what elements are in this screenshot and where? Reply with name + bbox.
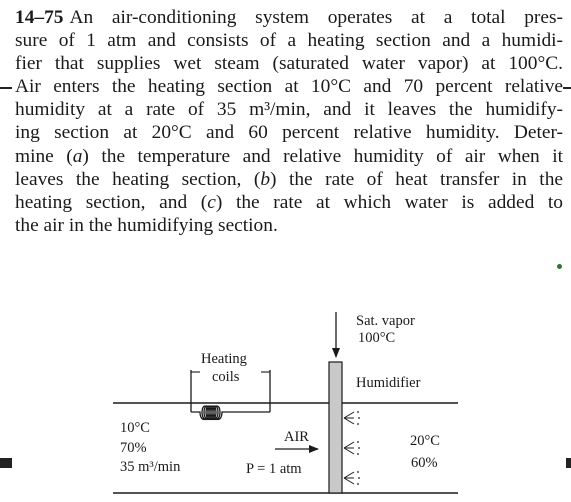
problem-number: 14–75 [15,7,64,28]
sat-temp-label: 100°C [358,330,396,346]
coils-label: coils [212,369,240,385]
problem-line-10: the air in the humidifying section. [15,214,278,236]
heating-coil [191,406,270,420]
problem-line-7: mine (a) the temperature and relative humidity of air when it [15,145,564,167]
problem-line-9: heating section, and (c) the rate at which water is added to [15,191,563,213]
inlet-flow-label: 35 m³/min [120,459,181,475]
humidifier-label: Humidifier [356,375,421,391]
pressure-label: P = 1 atm [246,461,302,477]
problem-line-5: humidity at a rate of 35 m³/min, and it leaves the humidify- [15,99,563,121]
problem-line-8: leaves the heating section, (b) the rate of heat transfer in the [15,168,563,190]
inlet-temp-label: 10°C [120,420,150,436]
inlet-rh-label: 70% [120,440,147,456]
outlet-rh-label: 60% [411,455,438,471]
problem-line-3: fier that supplies wet steam (saturated water vapor) at 100°C. [15,53,563,75]
steam-sprays [344,412,354,484]
problem-line-6: ing section at 20°C and 60 percent relative humidity. Deter- [15,122,563,144]
air-label: AIR [284,429,309,445]
outlet-temp-label: 20°C [410,433,440,449]
problem-line-1: 14–75 An air-conditioning system operates at a total pres- [15,7,563,28]
humidifier-pipe [329,362,342,493]
heating-label: Heating [201,351,247,367]
problem-line-4: Air enters the heating section at 10°C and 70 percent relative [15,76,563,98]
steam-dots [357,411,360,485]
sat-vapor-label: Sat. vapor [356,313,415,329]
problem-line-2: sure of 1 atm and consists of a heating section and a humidi- [15,30,563,52]
